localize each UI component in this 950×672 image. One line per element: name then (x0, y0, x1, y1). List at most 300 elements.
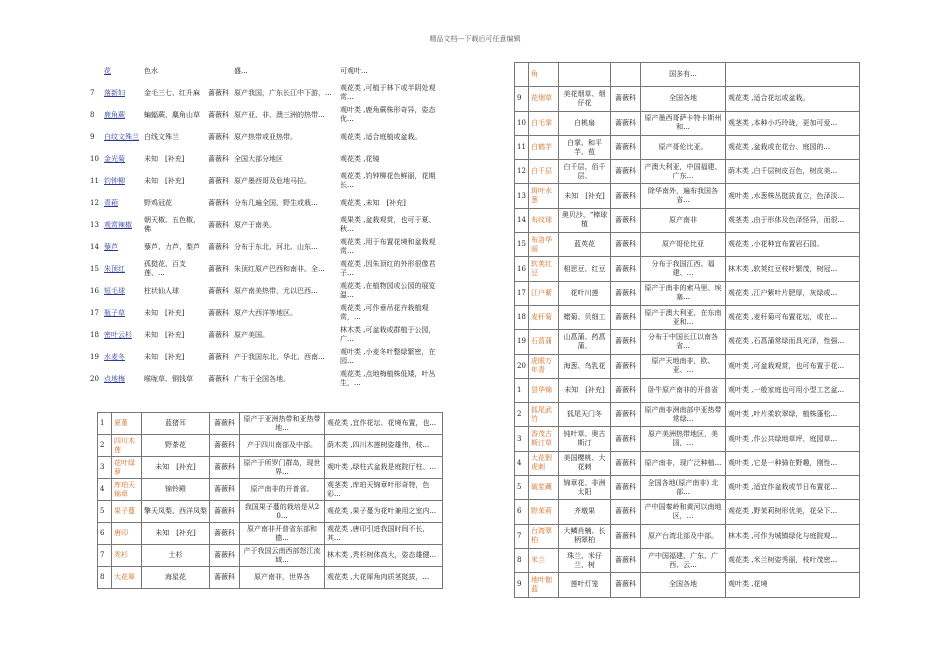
plant-family: 蔷薇科 (611, 403, 641, 427)
table-row (515, 184, 860, 208)
table-row (88, 236, 448, 258)
row-number: 9 (515, 573, 529, 597)
row-number: 16 (90, 286, 99, 295)
row-number: 1 (98, 413, 112, 435)
plant-name: 软荚红豆 (529, 257, 559, 281)
plant-origin: 广布于全国各地。 (234, 374, 290, 383)
table-row (88, 192, 448, 214)
table-row (88, 82, 448, 104)
plant-family: 蔷薇科 (611, 257, 641, 281)
plant-origin: 产中国福建、广东、广西、云... (641, 548, 726, 572)
plant-family: 蔷薇科 (611, 184, 641, 208)
row-number (88, 60, 102, 82)
row-number: 2 (98, 435, 112, 457)
plant-family: 蔷薇科 (210, 501, 240, 523)
plant-family: 蔷薇科 (611, 548, 641, 572)
row-number: 12 (90, 198, 99, 207)
table-row (88, 126, 448, 148)
plant-alias: 锦铃殿 (142, 479, 210, 501)
plant-alias: 美花烟草、烟仔花 (559, 87, 611, 111)
plant-use: 观花类 ,米兰树姿秀丽，枝叶茂密... (726, 548, 860, 572)
plant-use: 观叶类 ,作公共绿地草坪、庭园草... (726, 427, 860, 451)
plant-name: 花叶绿萝 (112, 457, 142, 479)
plant-origin: 国多有... (641, 63, 726, 87)
plant-origin: 原产南美热带，尤以巴西... (234, 286, 318, 295)
table-row (88, 104, 448, 126)
plant-use: 观叶类 ,绿柱式盆栽是庭院厅柱、... (325, 457, 443, 479)
plant-alias: 齐墩果 (559, 500, 611, 524)
plant-use: 观花类 ,可植于林下或半阴处观赏... (340, 84, 436, 101)
plant-alias: 土杉 (142, 545, 210, 567)
plant-use: 观花类 ,花镜 (340, 154, 380, 163)
plant-name: 白千层 (529, 160, 559, 184)
plant-alias (559, 63, 611, 87)
table-row (515, 135, 860, 159)
table-row (88, 280, 448, 302)
table-row (515, 378, 860, 402)
plant-origin: 产于我国东北、华北、西南... (234, 352, 325, 361)
table-row (515, 208, 860, 232)
plant-name: 狐尾武竹 (529, 403, 559, 427)
plant-family: 蔷薇科 (210, 479, 240, 501)
table-row (88, 214, 448, 236)
plant-alias: 莲叶灯笼 (559, 573, 611, 597)
plant-alias: 色水 (144, 66, 158, 75)
plant-family: 蔷薇科 (210, 545, 240, 567)
row-number: 1 (515, 378, 529, 402)
plant-origin: 原产南非 (641, 208, 726, 232)
table-row (515, 573, 860, 597)
plant-alias: 美国樱桃、大花刺 (559, 451, 611, 475)
plant-use: 观叶类 ,它是一种骑在野趣，刚性... (726, 451, 860, 475)
plant-family: 蔷薇科 (208, 176, 229, 185)
plant-origin: 原产墨西哥萨卡特卡斯州和... (641, 111, 726, 135)
plant-family: 蔷薇科 (611, 573, 641, 597)
row-number: 10 (515, 111, 529, 135)
plant-name: 夏堇 (112, 413, 142, 435)
plant-family: 蔷薇科 (611, 111, 641, 135)
plant-name[interactable]: 密叶云杉 (104, 330, 132, 339)
plant-origin: 原产我国，广东长江中下游，... (234, 88, 332, 97)
plant-use: 观花类 ,因朱顶红的外形很像君子... (340, 260, 436, 277)
plant-alias: 钝叶草、奥古斯汀 (559, 427, 611, 451)
table-row (515, 160, 860, 184)
plant-name: 唐印 (112, 523, 142, 545)
plant-family: 蔷薇科 (208, 264, 229, 273)
row-number: 18 (515, 305, 529, 329)
plant-use: 观花类 ,在植物园或公园的展览温... (340, 282, 436, 299)
table-row (98, 545, 443, 567)
plant-alias: 孤挺花、百支莲、... (144, 260, 186, 277)
plant-use: 观花类 ,野苿莉树形优美，花朵下... (726, 500, 860, 524)
plant-alias: 白线文殊兰 (144, 132, 179, 141)
plant-family: 蔷薇科 (208, 330, 229, 339)
plant-name: 四川木莲 (112, 435, 142, 457)
row-number: 6 (98, 523, 112, 545)
plant-family: 蔷薇科 (208, 242, 229, 251)
plant-origin: 原产于亚洲热带和亚热带地... (240, 413, 325, 435)
plant-name: 台湾翠柏 (529, 524, 559, 548)
plant-use: 观茎类 ,本种小巧玲珑，更加可爱... (726, 111, 860, 135)
plant-use: 观花类 ,适合花坛或盆栽。 (726, 87, 860, 111)
plant-alias: 野茶花 (142, 435, 210, 457)
plant-family: 蔷薇科 (611, 451, 641, 475)
table-row (98, 501, 443, 523)
plant-name: 大花犀 (112, 567, 142, 589)
plant-name: 昙华锦 (529, 378, 559, 402)
plant-alias: 蓝猪耳 (142, 413, 210, 435)
plant-use: 观花类 ,麦秆菊可布置花坛，或在... (726, 305, 860, 329)
left-bottom-table (97, 412, 443, 589)
plant-origin: 产于我国云南西部怒江流域... (240, 545, 325, 567)
plant-alias: 未知 [补充] (142, 457, 210, 479)
table-row (88, 148, 448, 170)
table-row (88, 346, 448, 368)
plant-alias: 花叶川莲 (559, 281, 611, 305)
table-row (515, 500, 860, 524)
plant-name: 花烟草 (529, 87, 559, 111)
plant-name[interactable]: 落新妇 (104, 88, 125, 97)
plant-origin: 原产南非，世界各 (240, 567, 325, 589)
plant-alias: 未知 [补充] (144, 352, 185, 361)
plant-origin: 盛... (234, 66, 248, 75)
table-row (515, 354, 860, 378)
plant-family: 蔷薇科 (210, 457, 240, 479)
right-table (514, 62, 860, 598)
table-row (515, 233, 860, 257)
row-number: 13 (90, 220, 99, 229)
plant-family: 蔷薇科 (611, 330, 641, 354)
plant-family: 蔷薇科 (611, 281, 641, 305)
plant-family: 蔷薇科 (208, 220, 229, 229)
plant-alias: 未知 [补充] (144, 330, 185, 339)
plant-alias: 未知 [补充] (559, 378, 611, 402)
plant-name: 野苿莉 (529, 500, 559, 524)
plant-name[interactable]: 青葙 (104, 198, 118, 207)
table-row (515, 111, 860, 135)
plant-family: 蔷薇科 (611, 427, 641, 451)
plant-use: 观叶类 ,水葱株丛挺拔直立，色泽淡... (726, 184, 860, 208)
plant-family: 蔷薇科 (611, 87, 641, 111)
plant-name: 江户紫 (529, 281, 559, 305)
plant-use: 荫木类 ,四川木莲树姿雄伟，枝... (325, 435, 443, 457)
plant-origin: 原产于南非的索马里、埃塞... (641, 281, 726, 305)
plant-alias: 金毛三七、红升麻 (144, 88, 200, 97)
plant-alias: 朝天椒、五色椒、佛 (144, 216, 200, 233)
plant-origin: 原产哥伦比亚。 (641, 135, 726, 159)
page-header: 精品文档---下载后可任意编辑 (429, 35, 521, 43)
plant-alias: 柱状仙人球 (144, 286, 179, 295)
table-row (88, 324, 448, 346)
row-number: 7 (515, 524, 529, 548)
plant-origin: 原产天地南非，欧、亚、... (641, 354, 726, 378)
plant-name: 破浆藏 (529, 476, 559, 500)
plant-family: 蔷薇科 (208, 374, 229, 383)
plant-alias: 山菖蒲、药菖蒲、 (559, 330, 611, 354)
plant-origin: 分布于中国长江以南各省... (641, 330, 726, 354)
row-number: 8 (515, 548, 529, 572)
plant-name[interactable]: 短毛球 (104, 286, 125, 295)
table-row (98, 567, 443, 589)
plant-alias: 锦章花、非洲太阳 (559, 476, 611, 500)
plant-name: 白鹤芋 (529, 135, 559, 159)
plant-family: 蔷薇科 (208, 154, 229, 163)
row-number: 11 (90, 176, 99, 185)
plant-origin: 朱顶红原产巴西和南非。全... (234, 264, 325, 273)
plant-origin: 全国各地(原产南非) 北部... (641, 476, 726, 500)
plant-family: 蔷薇科 (208, 352, 229, 361)
plant-origin: 原产于南美。 (234, 220, 276, 229)
plant-name: 白毛掌 (529, 111, 559, 135)
plant-alias: 珠兰、米仔兰、树 (559, 548, 611, 572)
plant-alias: 未知 [补充] (144, 176, 185, 185)
row-number: 5 (515, 476, 529, 500)
plant-family: 蔷薇科 (611, 476, 641, 500)
plant-name[interactable]: 观赏辣椒 (104, 220, 132, 229)
plant-name[interactable]: 藜芦 (104, 242, 118, 251)
plant-origin: 分布几遍全国，野生或栽... (234, 198, 318, 207)
plant-alias: 奥贝沙、“棒球植 (559, 208, 611, 232)
plant-alias: 未知 [补充] (142, 523, 210, 545)
row-number: 19 (515, 330, 529, 354)
plant-alias: 未知 [补充] (559, 184, 611, 208)
table-row (515, 548, 860, 572)
table-row (515, 524, 860, 548)
plant-use: 林木类 ,秃杉树体高大，姿态雄健... (325, 545, 443, 567)
row-number: 13 (515, 184, 529, 208)
table-row (98, 457, 443, 479)
row-number (515, 63, 529, 87)
plant-origin: 原产南非的开普省。 (240, 479, 325, 501)
plant-use: 观茎类 ,库珀天锦章叶形奇特，色彩... (325, 479, 443, 501)
plant-name: 虎眼万年青 (529, 354, 559, 378)
plant-origin: 原产亚、非、澳三洲的热带... (234, 110, 325, 119)
row-number: 14 (515, 208, 529, 232)
plant-name[interactable]: 瓶子草 (104, 308, 125, 317)
plant-use: 观花类 ,果子蔓为花叶兼用之室内... (325, 501, 443, 523)
plant-origin: 原产热带或亚热带。 (234, 132, 297, 141)
plant-alias: 喉咙草、铜钱草 (144, 374, 193, 383)
plant-use: 观叶类 ,花境 (726, 573, 860, 597)
row-number: 17 (515, 281, 529, 305)
plant-use: 观叶类 ,叶片柔软翠绿，植株蓬松... (726, 403, 860, 427)
table-row (515, 330, 860, 354)
table-row (515, 305, 860, 329)
plant-name: 角 (529, 63, 559, 87)
plant-alias: 蜡菊、贝细工 (559, 305, 611, 329)
plant-origin: 全国各地 (641, 573, 726, 597)
plant-use: 观花类 ,江户紫叶片肥厚，灰绿或... (726, 281, 860, 305)
plant-family: 蔷薇科 (208, 110, 229, 119)
plant-family: 蔷薇科 (611, 233, 641, 257)
plant-use: 观花类 ,石菖蒲常绿而具光泽，性强... (726, 330, 860, 354)
row-number: 9 (90, 132, 95, 141)
plant-alias: 白掌、和平芋、苞 (559, 135, 611, 159)
table-row (88, 170, 448, 192)
plant-use: 观花类 ,钓钟柳花色鲜丽，花期长... (340, 172, 436, 189)
plant-family (611, 63, 641, 87)
plant-family: 蔷薇科 (611, 305, 641, 329)
plant-origin: 产中国秦岭和黄河以南地区，... (641, 500, 726, 524)
plant-name[interactable]: 点地梅 (104, 374, 125, 383)
plant-family: 蔷薇科 (611, 378, 641, 402)
plant-origin: 原产于澳大利亚，在东南亚和... (641, 305, 726, 329)
plant-family: 蔷薇科 (611, 500, 641, 524)
row-number: 3 (515, 427, 529, 451)
row-number: 18 (90, 330, 99, 339)
plant-origin: 全国大部分地区 (234, 154, 283, 163)
plant-name[interactable]: 花 (104, 66, 111, 75)
table-row (515, 476, 860, 500)
plant-origin: 原产于所罗门群岛，现世界... (240, 457, 325, 479)
plant-family: 蔷薇科 (611, 354, 641, 378)
plant-use: 观花类 ,小花种宜布置岩石园。 (726, 233, 860, 257)
row-number: 7 (90, 88, 95, 97)
plant-alias: 相思豆、红豆 (559, 257, 611, 281)
plant-origin: 产于四川南部及中部。 (240, 435, 325, 457)
row-number: 14 (90, 242, 99, 251)
table-row (515, 281, 860, 305)
plant-family: 蔷薇科 (208, 88, 229, 97)
plant-family: 蔷薇科 (611, 524, 641, 548)
plant-name: 麦秆菊 (529, 305, 559, 329)
table-row (515, 451, 860, 475)
row-number: 17 (90, 308, 99, 317)
plant-origin: 原产大西洋等地区。 (234, 308, 297, 317)
plant-origin: 原产美洲热带地区，美国，... (641, 427, 726, 451)
left-top-table (88, 60, 448, 390)
plant-name[interactable]: 水麦冬 (104, 352, 125, 361)
plant-alias: 蓝英花 (559, 233, 611, 257)
plant-family: 蔷薇科 (208, 286, 229, 295)
plant-name[interactable]: 金光菊 (104, 154, 125, 163)
plant-family: 蔷薇科 (210, 567, 240, 589)
plant-origin: 我国果子蔓的栽培是从20... (240, 501, 325, 523)
plant-family: 蔷薇科 (208, 198, 229, 207)
plant-use (726, 63, 860, 87)
plant-use: 观花类 ,可作垂吊花卉栽植观赏，... (340, 304, 429, 321)
plant-use: 林木类 ,可盆栽或群植于公园，广... (340, 326, 436, 343)
table-row (515, 63, 860, 87)
plant-name: 布洛华丽 (529, 233, 559, 257)
plant-alias: 未知 [补充] (144, 308, 185, 317)
plant-family: 蔷薇科 (611, 160, 641, 184)
plant-origin: 原产哥伦比亚 (641, 233, 726, 257)
row-number: 20 (90, 374, 99, 383)
plant-origin: 全国各地 (641, 87, 726, 111)
row-number: 5 (98, 501, 112, 523)
plant-name: 地叶伽蓝 (529, 573, 559, 597)
plant-origin: 原产美国。 (234, 330, 269, 339)
plant-use: 观叶类 ,小麦冬叶整绿繁密，在园... (340, 348, 436, 365)
plant-origin: 原产南非洲南部中亚热带常绿... (641, 403, 726, 427)
plant-use: 林木类 ,软荚红豆枝叶繁茂，树冠... (726, 257, 860, 281)
plant-alias: 海葱、鸟乳花 (559, 354, 611, 378)
plant-name: 香茂古斯汀草 (529, 427, 559, 451)
plant-family: 蔷薇科 (210, 413, 240, 435)
plant-name[interactable]: 朱顶红 (104, 264, 125, 273)
plant-family (206, 60, 232, 82)
table-row (98, 479, 443, 501)
plant-origin: 分布于东北、河北、山东... (234, 242, 318, 251)
plant-name: 库珀天锦章 (112, 479, 142, 501)
plant-use: 林木类 ,可作为城镇绿化与庭院观... (726, 524, 860, 548)
row-number: 15 (515, 233, 529, 257)
plant-family: 蔷薇科 (611, 208, 641, 232)
plant-name: 斑叶水葱 (529, 184, 559, 208)
row-number: 19 (90, 352, 99, 361)
plant-use: 可观叶... (340, 66, 368, 75)
row-number: 12 (515, 160, 529, 184)
plant-alias: 擎天凤梨、西洋凤梨 (142, 501, 210, 523)
plant-origin: 原产南非开普省东部和德... (240, 523, 325, 545)
plant-name[interactable]: 白纹文殊兰 (104, 132, 139, 141)
table-row (88, 258, 448, 280)
plant-alias: 未知 [补充] (144, 154, 185, 163)
plant-use: 观叶类 ,适宜作盆栽或节日布置花... (726, 476, 860, 500)
plant-use: 荫木类 ,白千层树皮百色，树皮美... (726, 160, 860, 184)
plant-use: 观花类 ,宜作花坛、花境布置，也... (325, 413, 443, 435)
plant-name[interactable]: 钓钟柳 (104, 176, 125, 185)
plant-family: 蔷薇科 (208, 132, 229, 141)
plant-name: 大花假虎刺 (529, 451, 559, 475)
plant-use: 观花类 ,盆栽或在花台、庭园的... (726, 135, 860, 159)
plant-origin: 分布于我国江西、福建、... (641, 257, 726, 281)
plant-name: 布纹球 (529, 208, 559, 232)
table-row (515, 403, 860, 427)
row-number: 9 (515, 87, 529, 111)
row-number: 15 (90, 264, 99, 273)
plant-alias: 白千层、佰千层、 (559, 160, 611, 184)
plant-family: 蔷薇科 (611, 135, 641, 159)
plant-use: 观花类 ,适合庭植或盆栽。 (340, 132, 422, 141)
table-row (98, 523, 443, 545)
plant-use: 观花类 ,用于布置花境和盆栽观赏... (340, 238, 436, 255)
plant-name[interactable]: 鹿角蕨 (104, 110, 125, 119)
row-number: 8 (90, 110, 95, 119)
plant-use: 观叶类 ,可盆栽观赏，也可布置于花... (726, 354, 860, 378)
table-row (515, 257, 860, 281)
plant-origin: 卧牛原产南非的开普省 (641, 378, 726, 402)
plant-alias: 大鳞肖楠、长柄翠柏 (559, 524, 611, 548)
plant-use: 观花类 ,未知 [补充] (340, 198, 406, 207)
row-number: 6 (515, 500, 529, 524)
plant-use: 观花类 ,点地梅植株低矮，叶丛生，... (340, 370, 436, 387)
plant-use: 观花类 ,唐印引进我国时间不长，其... (325, 523, 443, 545)
row-number: 3 (98, 457, 112, 479)
plant-name: 果子蔓 (112, 501, 142, 523)
plant-alias: 藜芦、力芦、梨芦 (144, 242, 200, 251)
plant-origin: 原产台湾北部及中部。 (641, 524, 726, 548)
plant-use: 观果类 ,盆栽观赏，也可于夏、秋... (340, 216, 436, 233)
plant-use: 观叶类 ,鹿角蕨株形奇异，姿态优... (340, 106, 436, 123)
row-number: 7 (98, 545, 112, 567)
plant-alias: 海星花 (142, 567, 210, 589)
plant-origin: 原产墨西哥及危地马拉。 (234, 176, 311, 185)
row-number: 10 (90, 154, 99, 163)
row-number: 4 (515, 451, 529, 475)
plant-origin: 除华南外，遍布我国各省... (641, 184, 726, 208)
plant-alias: 野鸡冠花 (144, 198, 172, 207)
plant-use: 观叶类 ,一般家庭也可用小型工艺盆... (726, 378, 860, 402)
table-row (98, 413, 443, 435)
row-number: 11 (515, 135, 529, 159)
table-row (98, 435, 443, 457)
table-row (88, 368, 448, 390)
table-row (515, 87, 860, 111)
row-number: 4 (98, 479, 112, 501)
plant-use: 观花类 ,大花犀角肉质茎挺拔，... (325, 567, 443, 589)
